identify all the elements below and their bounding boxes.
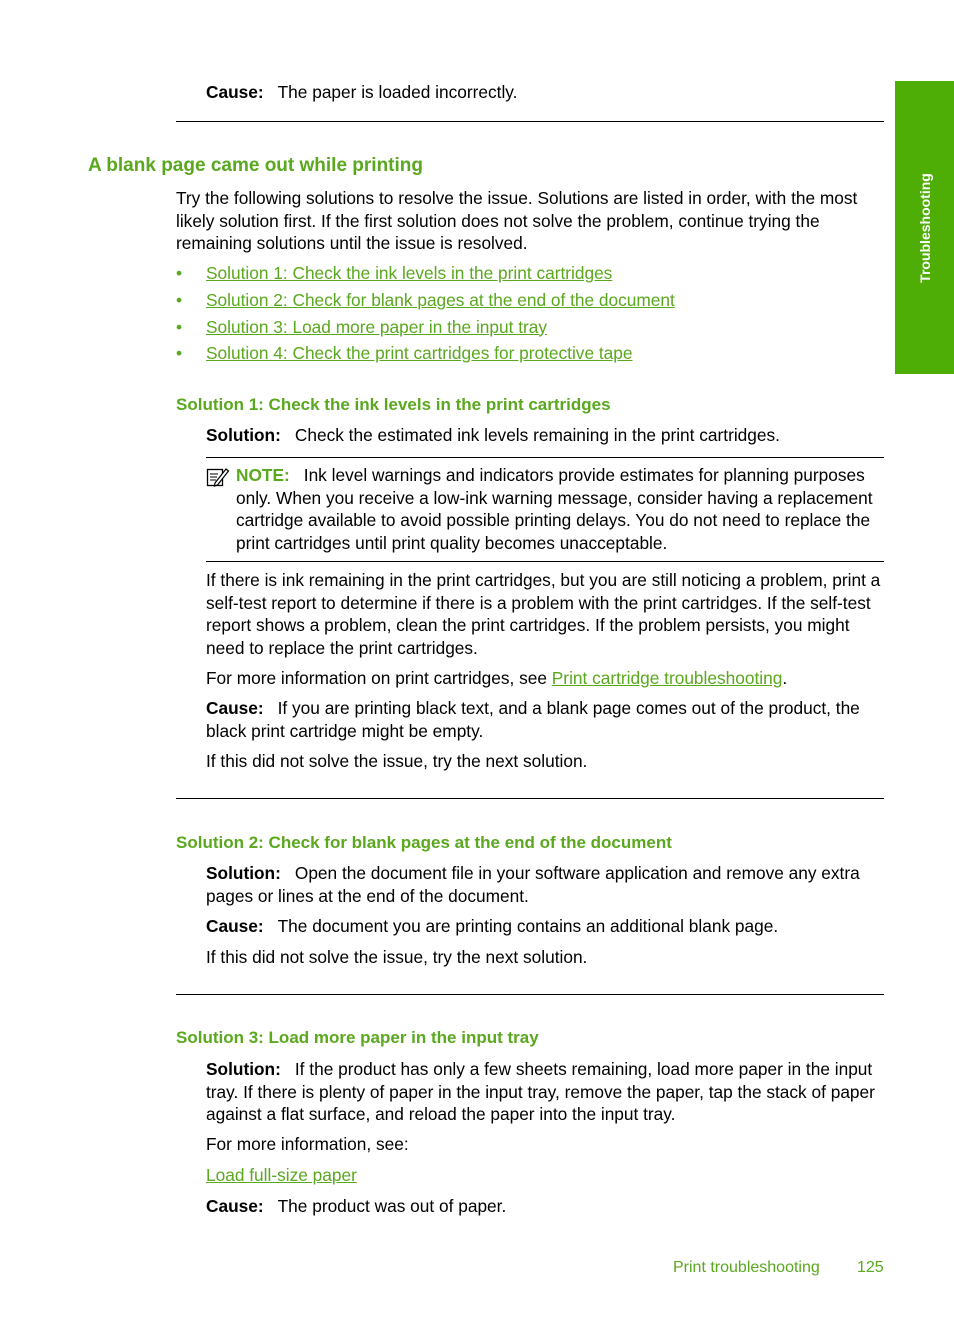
- solution1-heading: Solution 1: Check the ink levels in the print cartridges: [176, 395, 611, 414]
- solution2-next: If this did not solve the issue, try the next solution.: [206, 947, 588, 967]
- link-solution-1[interactable]: Solution 1: Check the ink levels in the print cartridges: [206, 263, 613, 283]
- more-info-suffix: .: [782, 668, 788, 688]
- solution3-cause: [206, 1195, 885, 1218]
- cause-text: If you are printing black text, and a blank page comes out of the product, the black print cartridge might be empty.: [206, 698, 860, 741]
- cause-label: Cause:: [206, 82, 264, 102]
- link-solution-3[interactable]: Solution 3: Load more paper in the input tray: [206, 316, 548, 337]
- top-cause: [206, 81, 885, 104]
- note-body: Ink level warnings and indicators provide estimates for planning purposes only. When you receive a low-ink warning message, consider having a replacement cartridge available to avoid possible printing delays. You do not need to replace the print cartridges until print quality becomes unacceptable.: [236, 465, 873, 553]
- cause-label: Cause:: [206, 698, 264, 718]
- solution2-cause: [206, 915, 885, 938]
- solution-label: Solution:: [206, 1059, 281, 1079]
- section-intro: Try the following solutions to resolve the issue. Solutions are listed in order, with the most likely solution first. If the first solution does not solve the problem, continue trying the remaining solutions until the issue is resolved.: [176, 188, 858, 253]
- footer-section: Print troubleshooting: [673, 1259, 820, 1276]
- solution3-heading: Solution 3: Load more paper in the input tray: [176, 1028, 539, 1047]
- solution-text: If the product has only a few sheets remaining, load more paper in the input tray. If there is plenty of paper in the input tray, remove the paper, tap the stack of paper against a flat surface, and reload the paper into the input tray.: [206, 1059, 875, 1124]
- solution-label: Solution:: [206, 863, 281, 883]
- divider: [176, 994, 884, 995]
- note-box: [206, 457, 884, 562]
- list-item: • Solution 4: Check the print cartridges for protective tape: [176, 343, 633, 364]
- side-tab: [895, 81, 954, 374]
- cause-text: The product was out of paper.: [277, 1196, 507, 1216]
- cause-label: Cause:: [206, 1196, 264, 1216]
- solution2-solution: [206, 862, 885, 907]
- link-solution-4[interactable]: Solution 4: Check the print cartridges for protective tape: [206, 343, 633, 364]
- solution3-more-info: For more information, see:: [206, 1134, 409, 1154]
- note-icon: [206, 466, 230, 488]
- section-title: A blank page came out while printing: [88, 155, 424, 176]
- link-print-cartridge-troubleshooting[interactable]: Print cartridge troubleshooting: [551, 668, 783, 688]
- cause-text: The document you are printing contains an additional blank page.: [277, 916, 779, 936]
- solution-text: Open the document file in your software application and remove any extra pages or lines at the end of the document.: [206, 863, 860, 906]
- link-solution-2[interactable]: Solution 2: Check for blank pages at the end of the document: [206, 289, 675, 310]
- list-item: • Solution 2: Check for blank pages at the end of the document: [176, 289, 675, 310]
- solution-label: Solution:: [206, 425, 281, 445]
- divider: [176, 121, 884, 122]
- cause-text: The paper is loaded incorrectly.: [277, 82, 518, 102]
- solution1-solution: [206, 424, 885, 447]
- page-number: 125: [857, 1259, 884, 1276]
- note-text: [236, 464, 886, 554]
- solution3-solution: [206, 1058, 885, 1126]
- side-tab-label: Troubleshooting: [916, 172, 933, 283]
- solution3-link-row: [206, 1164, 885, 1187]
- divider: [176, 798, 884, 799]
- solution1-more-info: [206, 667, 885, 690]
- solution-text: Check the estimated ink levels remaining in the print cartridges.: [294, 425, 780, 445]
- list-item: • Solution 3: Load more paper in the input tray: [176, 316, 548, 337]
- solution1-cause: [206, 697, 885, 742]
- link-load-full-size-paper[interactable]: Load full-size paper: [206, 1165, 357, 1185]
- more-info-prefix: For more information on print cartridges, see: [206, 668, 552, 688]
- solution2-heading: Solution 2: Check for blank pages at the end of the document: [176, 833, 672, 852]
- solution1-paragraph: If there is ink remaining in the print cartridges, but you are still noticing a problem, print a self-test report to determine if there is a problem with the print cartridges. If the self-test report shows a problem, clean the print cartridges. If the problem persists, you might need to replace the print cartridges.: [206, 570, 881, 658]
- note-label: NOTE:: [236, 465, 290, 485]
- solution-list: [176, 262, 884, 369]
- solution1-next: If this did not solve the issue, try the next solution.: [206, 751, 588, 771]
- list-item: • Solution 1: Check the ink levels in the print cartridges: [176, 263, 613, 283]
- cause-label: Cause:: [206, 916, 264, 936]
